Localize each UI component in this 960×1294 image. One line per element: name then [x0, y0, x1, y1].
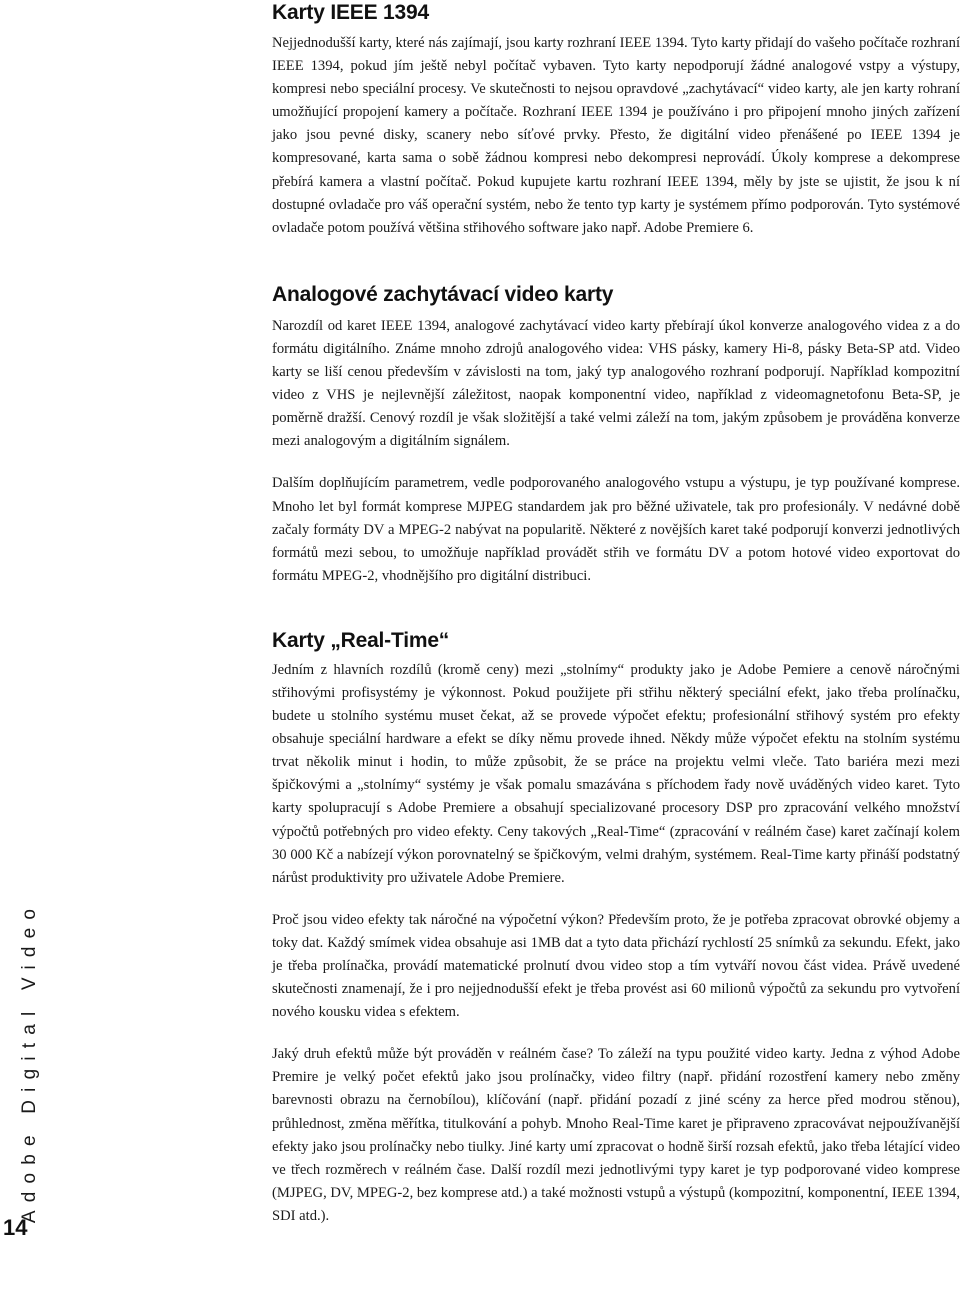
- paragraph: Narozdíl od karet IEEE 1394, analogové zachytávací video karty přebírají úkol konverze analogového videa z a do formátu digitálního. Známe mnoho zdrojů analogového videa: VHS pásky, kamery Hi-8, pásky Beta-SP atd. Video karty se liší cenou především v závislosti na tom, jaký typ analogového rozhraní podporují. Například kompozitní video z VHS je nejlevnější záležitost, naopak komponentní video, například z videomagnetofonu Beta-SP, je poměrně dražší. Cenový rozdíl je však složitější a také velmi záleží na tom, jakým způsobem je prováděna konverze mezi analogovým a digitálním signálem.: [272, 317, 960, 450]
- paragraph: Jaký druh efektů může být prováděn v reálném čase? To záleží na typu použité video karty. Jedna z výhod Adobe Premire je velký počet efektů jako jsou prolínačky, video filtry (např. přidání rozostření kamery nebo změny barevnosti obrazu na černobílou), klíčování (např. přidání pozadí z jiné scény za herce před modrou stěnou), průhlednost, změna měřítka, titulkování a pohyb. Mnoho Real-Time karet je připraveno zpracovávat nejpoužívanější efekty jako jsou prolínačky nebo tiulky. Jiné karty umí zpracovat o hodně širší rozsah efektů, jako třeba létající video ve třech rozměrech v reálném čase. Další rozdíl mezi jednotlivými typy karet je typ podporované video komprese (MJPEG, DV, MPEG-2, bez komprese atd.) a také možnosti vstupů a výstupů (kompozitní, komponentní, IEEE 1394, SDI atd.).: [272, 1046, 960, 1224]
- sidebar: [0, 0, 60, 1294]
- page-content: [272, 0, 960, 1228]
- section-realtime-cards: [272, 629, 960, 1228]
- paragraph: Jedním z hlavních rozdílů (kromě ceny) mezi „stolnímy“ produkty jako je Adobe Pemiere a cenově náročnými střihovými profisystémy je výkonnost. Pokud použijete při střihu některý speciální efekt, jako třeba prolínačku, budete u stolního systému muset čekat, až se provede výpočet efektu; profesionální střihový systém pro efekty obsahuje speciální hardware a efekt se díky němu provede ihned. Někdy může výpočet efektu na stolním systému trvat několik minut i hodin, to může způsobit, že se práce na projektu velmi vleče. Tato bariéra mezi mezi špičkovými a „stolnímy“ systémy je však pomalu smazávána s příchodem řady nově uváděných video karet. Tyto karty spolupracují s Adobe Premiere a obsahují specializované procesory DSP pro zpracování velkého množství výpočtů potřebných pro video efekty. Ceny takových „Real-Time“ (zpracování v reálném čase) karet začínají kolem 30 000 Kč a nabízejí výkon porovnatelný se špičkovým, velmi drahým, systémem. Real-Time karty přináší podstatný nárůst produktivity pro uživatele Adobe Premiere.: [272, 661, 960, 886]
- section-heading: Analogové zachytávací video karty: [272, 282, 614, 306]
- section-analog-capture-cards: [272, 283, 960, 588]
- section-ieee1394-cards: [272, 1, 960, 240]
- paragraph: Proč jsou video efekty tak náročné na výpočetní výkon? Především proto, že je potřeba zpracovat obrovké objemy a toky dat. Každý smímek videa obsahuje asi 1MB dat a tyto data přichází rychlostí 25 snímků za sekundu. Efekt, jako je třeba prolínačka, provádí matematické prolnutí dvou video stop a tím vytváří novou část videa. Právě uvedené skutečnosti znamenají, že i pro nejjednodušší efekt je třeba provést asi 60 milionů výpočtů za sekundu pro vytvoření nového kousku videa s efektem.: [272, 911, 960, 1021]
- section-heading: Karty „Real-Time“: [272, 628, 450, 652]
- section-heading: Karty IEEE 1394: [272, 1, 429, 24]
- paragraph: Dalším doplňujícím parametrem, vedle podporovaného analogového vstupu a výstupu, je typ používané komprese. Mnoho let byl formát komprese MJPEG standardem jak pro běžné uživatele, tak pro profesionály. V nedávné době začaly formáty DV a MPEG-2 nabývat na popularitě. Některé z novějších karet také podporují konverzi jednotlivých formátů mezi sebou, to umožňuje například provádět střih ve formátu DV a potom hotové video exportovat do formátu MPEG-2, vhodnějšího pro digitální distribuci.: [272, 475, 960, 584]
- vertical-book-title: Adobe Digital Video: [19, 900, 40, 1224]
- paragraph: Nejjednodušší karty, které nás zajímají, jsou karty rozhraní IEEE 1394. Tyto karty přidají do vašeho počítače rozhraní IEEE 1394, pokud jím ještě nebyl počítač vybaven. Tyto karty nepodporují žádné analogové vstpy a výstupy, kompresi nebo speciální procesy. Ve skutečnosti to nejsou opravdové „zachytávací“ video karty, ale jen karty rohraní umožňující propojení kamery a počítače. Rozhraní IEEE 1394 je používáno i pro připojení mnoho jiných zařízení jako jsou pevné disky, scanery nebo síťové prvky. Přesto, že digitální video přenášené po IEEE 1394 je kompresované, karta sama o sobě žádnou kompresi nebo dekompresi neprovádí. Úkoly komprese a dekomprese přebírá kamera a vlastní počítač. Pokud kupujete kartu rozhraní IEEE 1394, měly by jste se ujistit, že jsou k ní dostupné ovladače pro váš operační systém, nebo že tento typ karty je systémem přímo podporován. Tyto systémové ovladače potom používá většina střihového software jako např. Adobe Premiere 6.: [272, 35, 960, 236]
- page-number: 14: [3, 1215, 28, 1240]
